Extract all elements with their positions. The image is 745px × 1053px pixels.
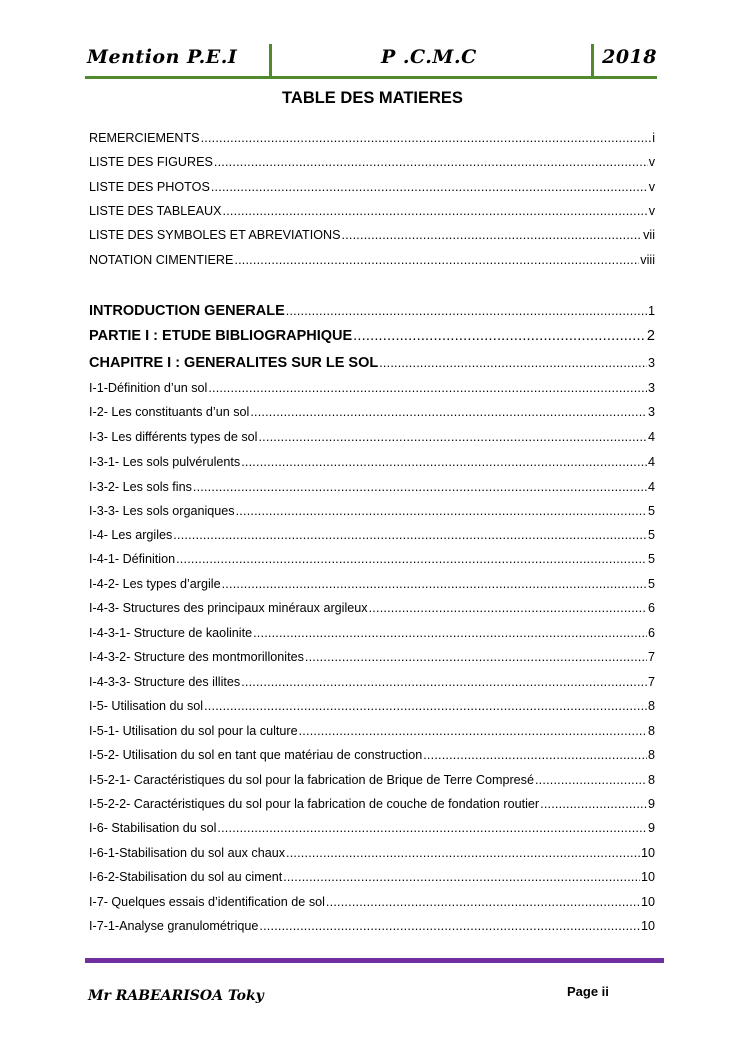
toc-entry[interactable]	[89, 430, 655, 448]
footer-rule	[85, 958, 664, 963]
toc-leader-dots	[241, 455, 647, 469]
footer-author: Mr RABEARISOA Toky	[88, 988, 264, 1004]
toc-entry[interactable]	[89, 552, 655, 570]
toc-entry-page: viii	[640, 253, 655, 267]
toc-entry-label: REMERCIEMENTS	[89, 131, 200, 145]
toc-entry[interactable]	[89, 919, 655, 937]
toc-entry-page: 3	[647, 381, 655, 395]
toc-leader-dots	[342, 228, 643, 242]
toc-entry-page: 10	[640, 919, 655, 933]
toc-entry-label: I-3- Les différents types de sol	[89, 430, 258, 444]
page-title: TABLE DES MATIERES	[282, 89, 463, 107]
toc-entry-page: v	[648, 204, 655, 218]
toc-entry-page: v	[648, 180, 655, 194]
toc-entry[interactable]	[89, 846, 655, 864]
toc-entry-label: I-6-1-Stabilisation du sol aux chaux	[89, 846, 286, 860]
toc-entry-page: v	[648, 155, 655, 169]
toc-leader-dots	[241, 675, 647, 689]
toc-entry-page: 1	[647, 304, 655, 318]
toc-leader-dots	[222, 577, 647, 591]
toc-entry-label: I-3-1- Les sols pulvérulents	[89, 455, 241, 469]
footer-page-number: Page ii	[567, 984, 609, 999]
toc-entry[interactable]	[89, 228, 655, 246]
toc-entry-label: I-5-2- Utilisation du sol en tant que matériau de construction	[89, 748, 423, 762]
toc-leader-dots	[326, 895, 640, 909]
toc-entry-page: 5	[647, 577, 655, 591]
toc-entry-label: I-4-3-3- Structure des illites	[89, 675, 241, 689]
toc-entry[interactable]	[89, 131, 655, 149]
toc-entry[interactable]	[89, 528, 655, 546]
toc-entry[interactable]	[89, 455, 655, 473]
toc-entry-label: I-7- Quelques essais d’identification de sol	[89, 895, 325, 909]
toc-entry-page: 4	[647, 480, 655, 494]
toc-entry-label: I-3-2- Les sols fins	[89, 480, 192, 494]
toc-leader-dots	[259, 919, 640, 933]
toc-entry-page: 5	[647, 504, 655, 518]
toc-entry[interactable]	[89, 328, 655, 346]
toc-entry-label: LISTE DES SYMBOLES ET ABREVIATIONS	[89, 228, 341, 242]
toc-leader-dots	[423, 748, 647, 762]
toc-entry-page: 10	[640, 870, 655, 884]
toc-entry[interactable]	[89, 748, 655, 766]
toc-leader-dots	[250, 405, 647, 419]
toc-entry-label: LISTE DES TABLEAUX	[89, 204, 222, 218]
toc-leader-dots	[214, 155, 648, 169]
toc-leader-dots	[201, 131, 652, 145]
toc-leader-dots	[286, 304, 647, 318]
toc-leader-dots	[379, 356, 647, 370]
header-rule	[85, 76, 657, 79]
toc-entry-label: CHAPITRE I : GENERALITES SUR LE SOL	[89, 355, 379, 371]
header-year: 2018	[602, 46, 657, 68]
toc-entry-page: 7	[647, 675, 655, 689]
toc-entry-label: I-4-1- Définition	[89, 552, 176, 566]
toc-entry-label: I-3-3- Les sols organiques	[89, 504, 235, 518]
toc-leader-dots	[193, 480, 647, 494]
header-divider	[591, 44, 594, 77]
toc-entry-page: 10	[640, 846, 655, 860]
toc-entry-label: I-5-1- Utilisation du sol pour la culture	[89, 724, 298, 738]
toc-entry-page: 4	[647, 430, 655, 444]
toc-entry[interactable]	[89, 797, 655, 815]
toc-entry-label: I-5-2-1- Caractéristiques du sol pour la fabrication de Brique de Terre Compresé	[89, 773, 534, 787]
toc-entry-page: 6	[647, 601, 655, 615]
toc-entry-page: 9	[647, 797, 655, 811]
toc-entry-page: 8	[647, 748, 655, 762]
toc-entry[interactable]	[89, 773, 655, 791]
toc-leader-dots	[299, 724, 647, 738]
toc-entry[interactable]	[89, 303, 655, 321]
toc-entry[interactable]	[89, 180, 655, 198]
toc-entry[interactable]	[89, 895, 655, 913]
toc-leader-dots	[208, 381, 647, 395]
header-center-title: P .C.M.C	[381, 46, 477, 68]
toc-entry-page: 6	[647, 626, 655, 640]
header-mention: Mention P.E.I	[87, 46, 238, 68]
toc-entry[interactable]	[89, 626, 655, 644]
toc-leader-dots	[176, 552, 647, 566]
toc-entry-page: 10	[640, 895, 655, 909]
toc-entry-label: NOTATION CIMENTIERE	[89, 253, 234, 267]
toc-entry[interactable]	[89, 699, 655, 717]
toc-entry-label: I-1-Définition d’un sol	[89, 381, 208, 395]
toc-entry-page: 8	[647, 773, 655, 787]
toc-leader-dots	[223, 204, 648, 218]
toc-entry-label: I-5-2-2- Caractéristiques du sol pour la fabrication de couche de fondation routier	[89, 797, 540, 811]
toc-entry-page: 7	[647, 650, 655, 664]
toc-leader-dots	[535, 773, 647, 787]
toc-entry-label: I-5- Utilisation du sol	[89, 699, 204, 713]
toc-leader-dots	[173, 528, 647, 542]
toc-leader-dots	[211, 180, 648, 194]
toc-entry-label: PARTIE I : ETUDE BIBLIOGRAPHIQUE	[89, 328, 353, 344]
toc-entry-label: I-4-3- Structures des principaux minéraux argileux	[89, 601, 368, 615]
toc-leader-dots	[204, 699, 647, 713]
toc-entry-page: 4	[647, 455, 655, 469]
toc-entry[interactable]	[89, 821, 655, 839]
toc-entry[interactable]	[89, 204, 655, 222]
toc-leader-dots	[369, 601, 647, 615]
toc-entry-page: 3	[647, 356, 655, 370]
page-header	[85, 42, 657, 78]
toc-entry-label: I-6- Stabilisation du sol	[89, 821, 217, 835]
toc-leader-dots	[217, 821, 647, 835]
toc-leader-dots	[353, 328, 646, 344]
toc-entry-page: 5	[647, 552, 655, 566]
toc-entry-label: I-6-2-Stabilisation du sol au ciment	[89, 870, 283, 884]
toc-entry-page: i	[652, 131, 655, 145]
toc-entry[interactable]	[89, 675, 655, 693]
toc-entry-label: LISTE DES FIGURES	[89, 155, 213, 169]
header-divider	[269, 44, 272, 77]
toc-entry-page: vii	[643, 228, 655, 242]
toc-leader-dots	[283, 870, 640, 884]
toc-leader-dots	[236, 504, 647, 518]
toc-entry[interactable]	[89, 253, 655, 271]
toc-leader-dots	[286, 846, 640, 860]
toc-entry-page: 9	[647, 821, 655, 835]
toc-entry-label: I-4- Les argiles	[89, 528, 173, 542]
toc-entry-label: I-4-3-2- Structure des montmorillonites	[89, 650, 304, 664]
toc-entry[interactable]	[89, 724, 655, 742]
toc-entry-page: 3	[647, 405, 655, 419]
toc-leader-dots	[305, 650, 647, 664]
toc-entry-page: 2	[646, 328, 655, 344]
toc-entry[interactable]	[89, 381, 655, 399]
toc-entry[interactable]	[89, 480, 655, 498]
toc-entry-label: I-4-2- Les types d’argile	[89, 577, 221, 591]
toc-leader-dots	[234, 253, 639, 267]
toc-entry[interactable]	[89, 601, 655, 619]
toc-entry[interactable]	[89, 155, 655, 173]
toc-entry-page: 8	[647, 724, 655, 738]
toc-entry[interactable]	[89, 405, 655, 423]
toc-entry[interactable]	[89, 355, 655, 373]
toc-entry[interactable]	[89, 870, 655, 888]
toc-entry[interactable]	[89, 650, 655, 668]
toc-entry-page: 8	[647, 699, 655, 713]
toc-entry-label: I-2- Les constituants d’un sol	[89, 405, 250, 419]
toc-entry-label: INTRODUCTION GENERALE	[89, 303, 285, 319]
toc-entry-page: 5	[647, 528, 655, 542]
toc-entry-label: I-4-3-1- Structure de kaolinite	[89, 626, 253, 640]
toc-entry-label: LISTE DES PHOTOS	[89, 180, 210, 194]
toc-entry[interactable]	[89, 504, 655, 522]
toc-leader-dots	[540, 797, 647, 811]
toc-leader-dots	[258, 430, 647, 444]
toc-entry-label: I-7-1-Analyse granulométrique	[89, 919, 259, 933]
toc-entry[interactable]	[89, 577, 655, 595]
toc-leader-dots	[253, 626, 647, 640]
